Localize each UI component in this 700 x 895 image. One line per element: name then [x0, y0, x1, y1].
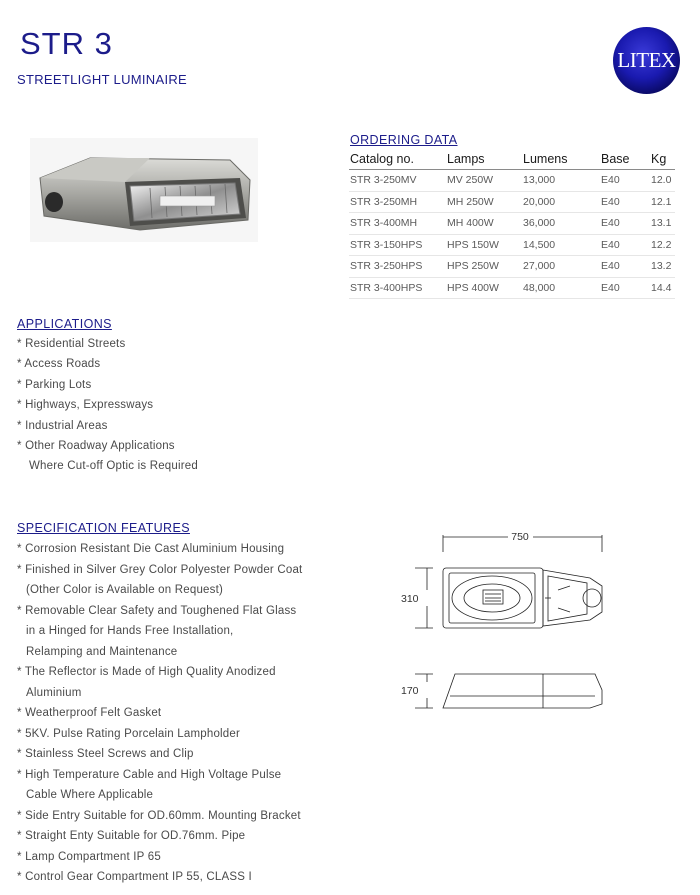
table-cell: E40 — [600, 277, 650, 299]
list-item: * Finished in Silver Grey Color Polyester Powder Coat — [17, 563, 303, 576]
table-cell: 36,000 — [522, 213, 600, 235]
list-item: * Residential Streets — [17, 338, 126, 350]
column-header: Base — [600, 150, 650, 170]
table-row — [349, 170, 675, 192]
list-item: * Highways, Expressways — [17, 399, 154, 412]
list-item: * Stainless Steel Screws and Clip — [17, 748, 194, 760]
table-cell: 13.2 — [650, 256, 675, 278]
table-row — [349, 234, 675, 256]
product-subtitle: STREETLIGHT LUMINAIRE — [17, 72, 188, 87]
width-dimension-label: 310 — [401, 593, 419, 605]
logo-text: LITEX — [617, 48, 676, 72]
applications-title: APPLICATIONS — [17, 317, 112, 331]
list-item: * Access Roads — [17, 358, 101, 371]
list-item: * Corrosion Resistant Die Cast Aluminium Housing — [17, 543, 285, 555]
table-cell: MH 400W — [446, 213, 522, 235]
brand-logo — [613, 27, 680, 94]
table-cell: 27,000 — [522, 256, 600, 278]
list-item: * Removable Clear Safety and Toughened Flat Glass — [17, 604, 297, 617]
table-cell: E40 — [600, 170, 650, 192]
table-cell: HPS 400W — [446, 277, 522, 299]
table-cell: E40 — [600, 213, 650, 235]
specification-features-title: SPECIFICATION FEATURES — [17, 521, 190, 535]
table-cell: 14.4 — [650, 277, 675, 299]
table-cell: 20,000 — [522, 191, 600, 213]
height-dimension-label: 170 — [401, 685, 419, 697]
column-header: Kg — [650, 150, 675, 170]
table-cell: MV 250W — [446, 170, 522, 192]
list-item: * Other Roadway Applications — [17, 439, 175, 452]
table-cell: 48,000 — [522, 277, 600, 299]
table-cell: HPS 250W — [446, 256, 522, 278]
list-item: * Control Gear Compartment IP 55, CLASS I — [17, 871, 252, 883]
table-row — [349, 213, 675, 235]
list-item: * Lamp Compartment IP 65 — [17, 850, 161, 863]
table-cell: 12.2 — [650, 234, 675, 256]
list-item: * Industrial Areas — [17, 419, 108, 432]
table-cell: 12.1 — [650, 191, 675, 213]
list-item: (Other Color is Available on Request) — [26, 584, 224, 596]
table-cell: HPS 150W — [446, 234, 522, 256]
table-header-row — [349, 150, 675, 170]
table-row — [349, 277, 675, 299]
list-item: * Weatherproof Felt Gasket — [17, 707, 162, 719]
table-cell: 13,000 — [522, 170, 600, 192]
table-cell: STR 3-150HPS — [349, 234, 446, 256]
table-cell: E40 — [600, 191, 650, 213]
list-item: * Side Entry Suitable for OD.60mm. Mounting Bracket — [17, 809, 301, 822]
column-header: Catalog no. — [349, 150, 446, 170]
list-item: * The Reflector is Made of High Quality Anodized — [17, 666, 276, 678]
table-cell: STR 3-400HPS — [349, 277, 446, 299]
table-cell: E40 — [600, 234, 650, 256]
table-cell: 12.0 — [650, 170, 675, 192]
list-item: * Straight Enty Suitable for OD.76mm. Pipe — [17, 830, 246, 842]
ordering-data-table — [349, 150, 675, 299]
column-header: Lamps — [446, 150, 522, 170]
list-item: * High Temperature Cable and High Voltage Pulse — [17, 768, 282, 781]
list-item: Where Cut-off Optic is Required — [29, 460, 198, 473]
ordering-data-title: ORDERING DATA — [350, 133, 458, 147]
table-cell: STR 3-250HPS — [349, 256, 446, 278]
luminaire-photo — [30, 138, 258, 242]
table-row — [349, 191, 675, 213]
column-header: Lumens — [522, 150, 600, 170]
table-cell: STR 3-250MV — [349, 170, 446, 192]
dimension-drawing — [395, 528, 610, 713]
applications-list — [17, 337, 198, 480]
specification-features-list — [17, 542, 302, 891]
table-cell: MH 250W — [446, 191, 522, 213]
table-row — [349, 256, 675, 278]
table-cell: E40 — [600, 256, 650, 278]
table-cell: STR 3-400MH — [349, 213, 446, 235]
table-cell: 14,500 — [522, 234, 600, 256]
length-dimension-label: 750 — [511, 531, 529, 543]
product-title: STR 3 — [20, 26, 113, 61]
table-cell: 13.1 — [650, 213, 675, 235]
list-item: * Parking Lots — [17, 378, 92, 391]
table-cell: STR 3-250MH — [349, 191, 446, 213]
list-item: Relamping and Maintenance — [26, 645, 178, 658]
list-item: Aluminium — [26, 686, 82, 699]
list-item: Cable Where Applicable — [26, 789, 154, 801]
list-item: in a Hinged for Hands Free Installation, — [26, 625, 234, 637]
list-item: * 5KV. Pulse Rating Porcelain Lampholder — [17, 727, 241, 740]
